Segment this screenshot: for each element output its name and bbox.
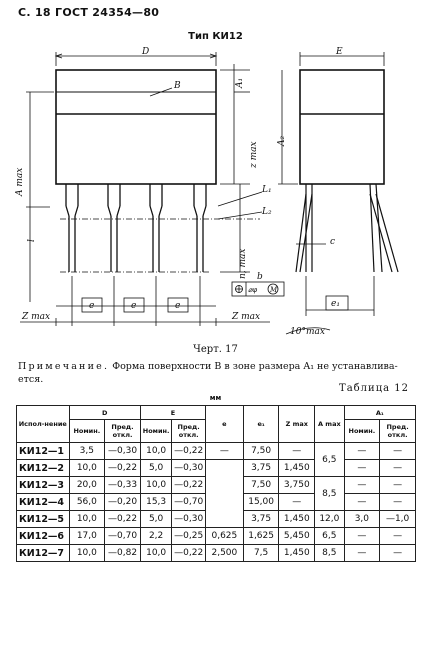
cell-e1: 7,50	[243, 477, 279, 494]
cell-E-dev: —0,22	[172, 443, 206, 460]
th-e: e	[205, 406, 243, 443]
label-l: l	[27, 239, 37, 242]
th-A1-nom: Номин.	[344, 420, 380, 443]
cell-E-nom: 15,3	[140, 494, 172, 511]
cell-D-dev: —0,82	[105, 545, 141, 562]
note-text: Форма поверхности B в зоне размера A₁ не устанавлива-ется.	[18, 361, 398, 385]
cell-A1-dev: —	[380, 545, 416, 562]
label-e-3: e	[175, 301, 181, 311]
cell-E-dev: —0,22	[172, 545, 206, 562]
cell-D-nom: 10,0	[69, 460, 105, 477]
cell-A1-nom: —	[344, 545, 380, 562]
label-A1: A₁	[235, 77, 245, 88]
table-row	[17, 528, 416, 545]
th-A1: A₁	[344, 406, 415, 420]
cell-e1: 3,75	[243, 460, 279, 477]
cell-A: 12,0	[315, 511, 344, 528]
type-title: Тип КИ12	[188, 31, 243, 42]
th-D: D	[69, 406, 140, 420]
cell-E-nom: 10,0	[140, 477, 172, 494]
label-B: B	[174, 81, 181, 91]
cell-e: —	[205, 443, 243, 460]
cell-e1: 7,50	[243, 443, 279, 460]
label-L1: L₁	[262, 185, 272, 195]
cell-name: КИ12—2	[17, 460, 70, 477]
cell-z: 1,450	[279, 545, 315, 562]
label-e-2: e	[131, 301, 137, 311]
cell-z: —	[279, 494, 315, 511]
cell-D-dev: —0,30	[105, 443, 141, 460]
cell-A: 8,5	[315, 477, 344, 511]
figure-caption: Черт. 17	[193, 344, 238, 355]
label-e1: e₁	[331, 299, 340, 309]
cell-A1-dev: —	[380, 477, 416, 494]
label-b: b	[257, 272, 263, 282]
cell-D-dev: —0,20	[105, 494, 141, 511]
cell-name: КИ12—4	[17, 494, 70, 511]
th-E-dev: Пред. откл.	[172, 420, 206, 443]
cell-A1-nom: —	[344, 460, 380, 477]
cell-D-nom: 56,0	[69, 494, 105, 511]
cell-D-dev: —0,70	[105, 528, 141, 545]
cell-D-nom: 10,0	[69, 511, 105, 528]
cell-E-dev: —0,25	[172, 528, 206, 545]
cell-D-nom: 17,0	[69, 528, 105, 545]
body-front	[56, 70, 216, 184]
cell-E-dev: —0,22	[172, 477, 206, 494]
cell-z: 3,750	[279, 477, 315, 494]
cell-D-dev: —0,33	[105, 477, 141, 494]
label-E: E	[336, 47, 343, 57]
cell-name: КИ12—1	[17, 443, 70, 460]
th-A1-dev: Пред. откл.	[380, 420, 416, 443]
cell-D-dev: —0,22	[105, 460, 141, 477]
cell-E-dev: —0,30	[172, 460, 206, 477]
label-A2: A₂	[277, 135, 287, 146]
table-label: Таблица 12	[339, 383, 409, 394]
cell-z: —	[279, 443, 315, 460]
cell-A: 8,5	[315, 545, 344, 562]
cell-A1-dev: —	[380, 494, 416, 511]
note-lead: Примечание.	[18, 361, 110, 372]
cell-D-dev: —0,22	[105, 511, 141, 528]
units: мм	[209, 394, 222, 402]
cell-A1-dev: —	[380, 460, 416, 477]
label-nmax: n, max	[238, 248, 248, 279]
label-zmax-right: Z max	[232, 312, 261, 322]
label-Amax: A max	[15, 167, 25, 196]
cell-A1-dev: —	[380, 528, 416, 545]
cell-name: КИ12—7	[17, 545, 70, 562]
th-zmax: Z max	[279, 406, 315, 443]
page-header: С. 18 ГОСТ 24354—80	[18, 6, 160, 19]
cell-A1-nom: —	[344, 443, 380, 460]
cell-A1-nom: 3,0	[344, 511, 380, 528]
cell-e1: 15,00	[243, 494, 279, 511]
th-e1: e₁	[243, 406, 279, 443]
cell-A: 6,5	[315, 528, 344, 545]
cell-A1-dev: —	[380, 443, 416, 460]
label-zmax-left: Z max	[22, 312, 51, 322]
label-zmax-vertical: z max	[249, 141, 259, 168]
cell-z: 1,450	[279, 460, 315, 477]
cell-e	[205, 460, 243, 528]
cell-E-nom: 10,0	[140, 545, 172, 562]
th-E-nom: Номин.	[140, 420, 172, 443]
table-row	[17, 460, 416, 477]
cell-E-nom: 2,2	[140, 528, 172, 545]
label-L2: L₂	[262, 207, 272, 217]
cell-e: 0,625	[205, 528, 243, 545]
cell-D-nom: 3,5	[69, 443, 105, 460]
cell-name: КИ12—3	[17, 477, 70, 494]
cell-z: 5,450	[279, 528, 315, 545]
label-c: c	[330, 237, 336, 247]
cell-D-nom: 10,0	[69, 545, 105, 562]
cell-E-dev: —0,70	[172, 494, 206, 511]
cell-D-nom: 20,0	[69, 477, 105, 494]
technical-drawing	[0, 44, 431, 344]
cell-e1: 3,75	[243, 511, 279, 528]
body-side	[300, 70, 384, 184]
cell-E-nom: 5,0	[140, 511, 172, 528]
cell-name: КИ12—5	[17, 511, 70, 528]
cell-E-dev: —0,30	[172, 511, 206, 528]
cell-A1-nom: —	[344, 494, 380, 511]
label-phi: ⌀φ	[248, 286, 258, 294]
th-D-nom: Номин.	[69, 420, 105, 443]
cell-e: 2,500	[205, 545, 243, 562]
table-row	[17, 443, 416, 460]
cell-z: 1,450	[279, 511, 315, 528]
th-name: Испол-нение	[17, 406, 70, 443]
table-row	[17, 545, 416, 562]
cell-A: 6,5	[315, 443, 344, 477]
cell-name: КИ12—6	[17, 528, 70, 545]
label-e-1: e	[89, 301, 95, 311]
dimensions-table	[16, 405, 416, 562]
th-D-dev: Пред. откл.	[105, 420, 141, 443]
label-D: D	[142, 47, 150, 57]
label-angle: 10°max	[290, 327, 325, 337]
cell-E-nom: 5,0	[140, 460, 172, 477]
cell-e1: 1,625	[243, 528, 279, 545]
cell-e1: 7,5	[243, 545, 279, 562]
cell-A1-nom: —	[344, 477, 380, 494]
th-Amax: A max	[315, 406, 344, 443]
cell-A1-nom: —	[344, 528, 380, 545]
cell-A1-dev: —1,0	[380, 511, 416, 528]
label-M: M	[270, 286, 278, 294]
cell-E-nom: 10,0	[140, 443, 172, 460]
th-E: E	[140, 406, 205, 420]
